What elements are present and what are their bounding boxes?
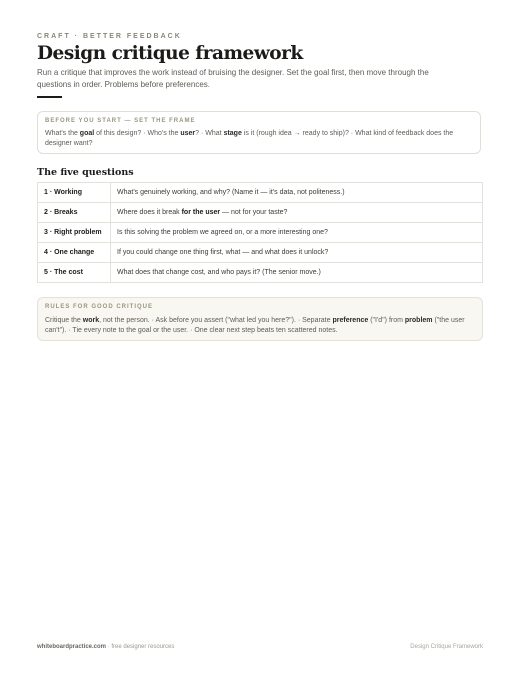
footer-site-link[interactable]: whiteboardpractice.com — [37, 644, 107, 650]
text-segment: — not for your taste? — [220, 209, 288, 216]
page-footer — [37, 644, 483, 654]
text-segment: If you could change one thing first, what — and what does it unlock? — [117, 249, 329, 256]
rules-card-text — [45, 316, 473, 336]
question-label: 3 · Right problem — [38, 223, 111, 243]
text-segment: ("I'd") from — [368, 317, 405, 324]
text-segment: is it (rough idea → ready to ship)? · What kind of feedback does the designer want? — [45, 130, 454, 147]
emphasis-text: stage — [223, 130, 242, 137]
questions-table — [37, 182, 483, 283]
emphasis-text: problem — [404, 317, 433, 324]
text-segment: ? · What — [195, 130, 224, 137]
question-text — [111, 243, 483, 263]
table-row — [38, 243, 483, 263]
table-row — [38, 263, 483, 283]
text-segment: ("the user can't"). · Tie every note to the goal or the user. · One clear next step beats ten scattered notes. — [45, 317, 465, 334]
question-label: 4 · One change — [38, 243, 111, 263]
table-row — [38, 223, 483, 243]
emphasis-text: goal — [79, 130, 95, 137]
text-segment: Is this solving the problem we agreed on, or a more interesting one? — [117, 229, 328, 236]
text-segment: What's genuinely working, and why? (Name it — it's data, not politeness.) — [117, 189, 345, 196]
emphasis-text: user — [180, 130, 196, 137]
question-label: 5 · The cost — [38, 263, 111, 283]
text-segment: of this design? · Who's the — [94, 130, 181, 137]
text-segment: Where does it break — [117, 209, 182, 216]
table-row — [38, 203, 483, 223]
title-underline-rule — [37, 96, 62, 98]
text-segment: What does that change cost, and who pays it? (The senior move.) — [117, 269, 321, 276]
emphasis-text: for the user — [181, 209, 221, 216]
questions-heading: The five questions — [37, 167, 134, 178]
question-label: 1 · Working — [38, 183, 111, 203]
footer-source — [37, 644, 174, 650]
footer-doc-name: Design Critique Framework — [410, 644, 483, 650]
frame-card-text — [45, 129, 471, 149]
rules-card-label: RULES FOR GOOD CRITIQUE — [45, 304, 154, 310]
page-title: Design critique framework — [37, 43, 303, 64]
question-text — [111, 183, 483, 203]
footer-tagline: · free designer resources — [106, 644, 175, 650]
question-text — [111, 223, 483, 243]
text-segment: Critique the — [45, 317, 83, 324]
rules-card — [37, 297, 483, 341]
frame-card — [37, 111, 481, 154]
text-segment: , not the person. · Ask before you assert ("what led you here?"). · Separate — [99, 317, 333, 324]
emphasis-text: work — [82, 317, 100, 324]
question-label: 2 · Breaks — [38, 203, 111, 223]
text-segment: What's the — [45, 130, 80, 137]
emphasis-text: preference — [332, 317, 369, 324]
intro-paragraph: Run a critique that improves the work instead of bruising the designer. Set the goal first, then move through the questions in order. Problems before preferences. — [37, 68, 429, 89]
question-text — [111, 263, 483, 283]
table-row — [38, 183, 483, 203]
question-text — [111, 203, 483, 223]
frame-card-label: BEFORE YOU START — SET THE FRAME — [45, 118, 196, 124]
eyebrow-label: CRAFT · BETTER FEEDBACK — [37, 33, 182, 40]
